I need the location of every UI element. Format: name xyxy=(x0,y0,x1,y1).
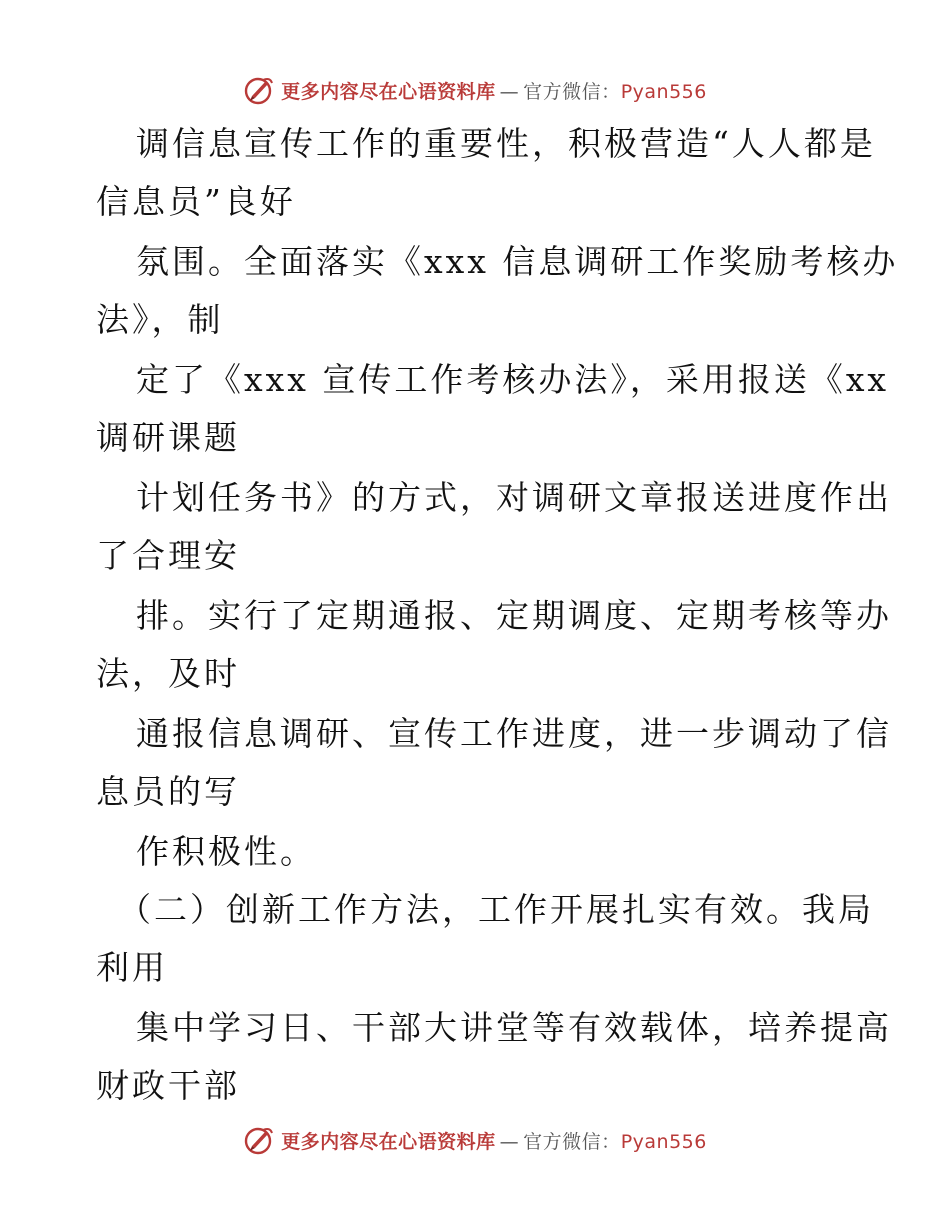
watermark-brand: 更多内容尽在心语资料库 xyxy=(281,1130,496,1153)
watermark-official-label: 官方微信： xyxy=(523,80,621,103)
body-line: 法》，制 xyxy=(96,300,224,339)
watermark-separator: — xyxy=(499,1130,520,1153)
body-line: 财政干部 xyxy=(96,1066,240,1105)
watermark-separator: — xyxy=(499,80,520,103)
body-line: 作积极性。 xyxy=(136,832,316,871)
header-watermark xyxy=(0,68,950,112)
body-line: 定了《xxx 宣传工作考核办法》，采用报送《xx xyxy=(136,360,890,399)
body-line: 通报信息调研、宣传工作进度，进一步调动了信 xyxy=(136,714,892,753)
body-line: 调信息宣传工作的重要性，积极营造“人人都是 xyxy=(136,124,876,163)
quill-pen-logo-icon xyxy=(243,1124,275,1156)
body-line: 氛围。全面落实《xxx 信息调研工作奖励考核办 xyxy=(136,242,899,281)
body-line: 息员的写 xyxy=(96,772,240,811)
body-line: 计划任务书》的方式，对调研文章报送进度作出 xyxy=(136,478,892,517)
watermark-text xyxy=(281,1127,707,1154)
body-line: 信息员”良好 xyxy=(96,182,296,221)
watermark-wechat-id: Pyan556 xyxy=(620,80,707,103)
body-line: 法，及时 xyxy=(96,654,240,693)
quill-pen-logo-icon xyxy=(243,74,275,106)
body-line: 集中学习日、干部大讲堂等有效载体，培养提高 xyxy=(136,1008,892,1047)
footer-watermark xyxy=(0,1118,950,1162)
body-line: 排。实行了定期通报、定期调度、定期考核等办 xyxy=(136,596,892,635)
body-line: 了合理安 xyxy=(96,536,240,575)
watermark-text xyxy=(281,77,707,104)
body-line: 调研课题 xyxy=(96,418,240,457)
watermark-wechat-id: Pyan556 xyxy=(620,1130,707,1153)
watermark-official-label: 官方微信： xyxy=(523,1130,621,1153)
watermark-brand: 更多内容尽在心语资料库 xyxy=(281,80,496,103)
body-line: （二）创新工作方法，工作开展扎实有效。我局 xyxy=(118,890,874,929)
body-line: 利用 xyxy=(96,948,168,987)
